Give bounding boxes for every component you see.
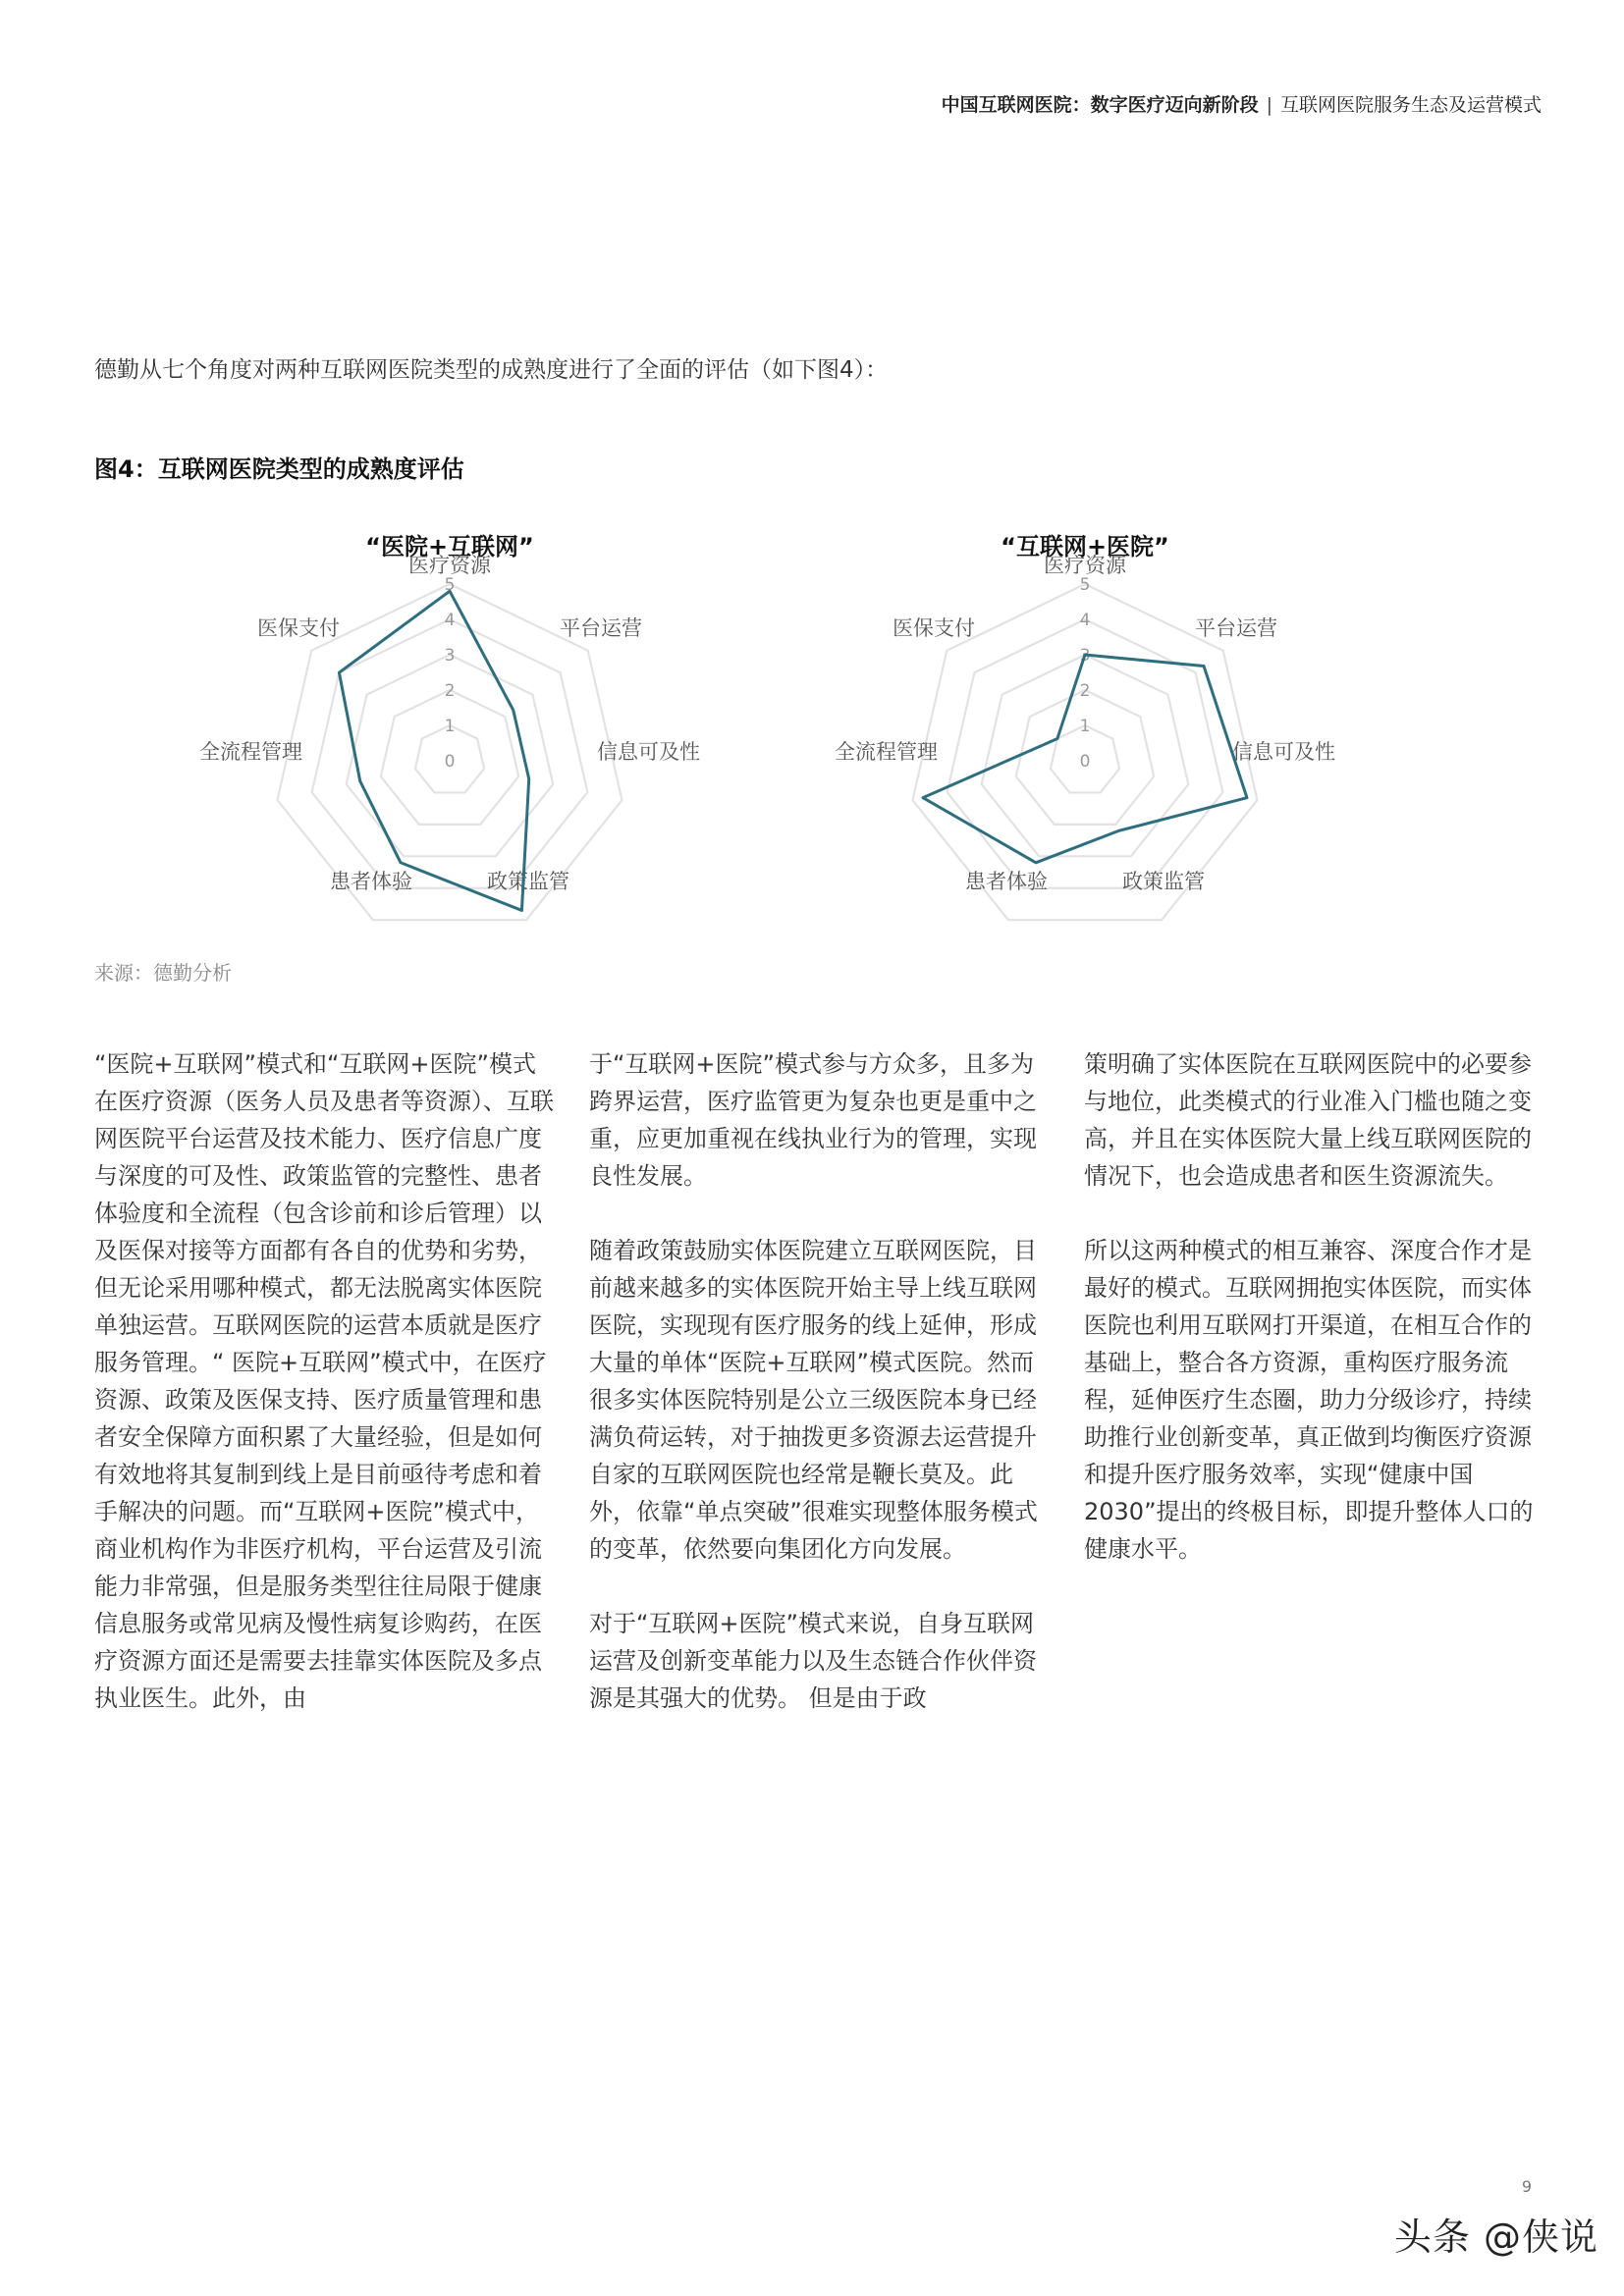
axis-label: 平台运营 <box>1195 616 1277 640</box>
radar-chart-hospital-plus-internet <box>175 525 725 937</box>
watermark: 头条 @侠说 <box>1393 2216 1598 2259</box>
axis-label: 医疗资源 <box>408 554 491 577</box>
text-column-3 <box>1084 1045 1545 1605</box>
tick-label: 2 <box>444 681 456 701</box>
tick-label: 5 <box>444 575 456 595</box>
paragraph: 所以这两种模式的相互兼容、深度合作才是最好的模式。互联网拥抱实体医院，而实体医院也利用互联网打开渠道，在相互合作的基础上，整合各方资源，重构医疗服务流程，延伸医疗生态圈，助力分级诊疗，持续助推行业创新变革，真正做到均衡医疗资源和提升医疗服务效率，实现“健康中国2030”提出的终极目标，即提升整体人口的健康水平。 <box>1084 1237 1534 1563</box>
paragraph: 于“互联网+医院”模式参与方众多，且多为跨界运营，医疗监管更为复杂也更是重中之重，应更加重视在线执业行为的管理，实现良性发展。 <box>589 1050 1037 1190</box>
axis-label: 医疗资源 <box>1044 554 1126 577</box>
tick-label: 0 <box>444 752 456 772</box>
axis-label: 全流程管理 <box>199 740 302 764</box>
tick-label: 4 <box>1079 611 1091 630</box>
radar-chart-internet-plus-hospital <box>810 525 1360 937</box>
tick-label: 2 <box>1079 681 1091 701</box>
axis-label: 政策监管 <box>1122 870 1205 893</box>
tick-label: 5 <box>1079 575 1091 595</box>
text-column-2 <box>589 1045 1051 1754</box>
tick-label: 3 <box>444 646 456 666</box>
axis-label: 信息可及性 <box>1232 740 1335 764</box>
tick-label: 4 <box>444 611 456 630</box>
header-title: 中国互联网医院：数字医疗迈向新阶段 <box>941 94 1259 116</box>
axis-label: 全流程管理 <box>835 740 938 764</box>
axis-label: 平台运营 <box>560 616 642 640</box>
text-column-1 <box>94 1045 556 1754</box>
paragraph: 策明确了实体医院在互联网医院中的必要参与地位，此类模式的行业准入门槛也随之变高，并且在实体医院大量上线互联网医院的情况下，也会造成患者和医生资源流失。 <box>1084 1050 1532 1190</box>
header-subtitle: 互联网医院服务生态及运营模式 <box>1279 94 1542 116</box>
running-header <box>942 90 1542 117</box>
tick-label: 3 <box>1079 646 1091 666</box>
intro-text: 德勤从七个角度对两种互联网医院类型的成熟度进行了全面的评估（如下图4）： <box>94 357 889 383</box>
figure-source: 来源：德勤分析 <box>94 961 232 985</box>
paragraph: 对于“互联网+医院”模式来说，自身互联网运营及创新变革能力以及生态链合作伙伴资源是其强大的优势。 但是由于政 <box>589 1610 1037 1712</box>
paragraph: “医院+互联网”模式和“互联网+医院”模式在医疗资源（医务人员及患者等资源）、互联网医院平台运营及技术能力、医疗信息广度与深度的可及性、政策监管的完整性、患者体验度和全流程（包含诊前和诊后管理）以及医保对接等方面都有各自的优势和劣势，但无论采用哪种模式，都无法脱离实体医院单独运营。互联网医院的运营本质就是医疗服务管理。“ 医院+互联网”模式中，在医疗资源、政策及医保支持、医疗质量管理和患者安全保障方面积累了大量经验，但是如何有效地将其复制到线上是目前亟待考虑和着手解决的问题。而“互联网+医院”模式中，商业机构作为非医疗机构，平台运营及引流能力非常强，但是服务类型往往局限于健康信息服务或常见病及慢性病复诊购药，在医疗资源方面还是需要去挂靠实体医院及多点执业医生。此外，由 <box>94 1050 554 1712</box>
radar-chart-svg <box>810 525 1360 937</box>
header-separator: | <box>1266 94 1272 116</box>
radar-chart-svg <box>175 525 725 937</box>
tick-label: 0 <box>1079 752 1091 772</box>
chart-title: “互联网+医院” <box>1001 533 1169 561</box>
figure-title: 图4：互联网医院类型的成熟度评估 <box>94 455 464 483</box>
axis-label: 医保支付 <box>257 616 340 640</box>
axis-label: 患者体验 <box>965 870 1048 893</box>
axis-label: 信息可及性 <box>597 740 700 764</box>
axis-label: 政策监管 <box>487 870 569 893</box>
page-number: 9 <box>1521 2177 1532 2196</box>
chart-title: “医院+互联网” <box>365 533 534 561</box>
paragraph: 随着政策鼓励实体医院建立互联网医院，目前越来越多的实体医院开始主导上线互联网医院，实现现有医疗服务的线上延伸，形成大量的单体“医院+互联网”模式医院。然而很多实体医院特别是公立三级医院本身已经满负荷运转，对于抽拨更多资源去运营提升自家的互联网医院也经常是鞭长莫及。此外，依靠“单点突破”很难实现整体服务模式的变革，依然要向集团化方向发展。 <box>589 1237 1038 1563</box>
axis-label: 医保支付 <box>893 616 975 640</box>
tick-label: 1 <box>444 717 456 736</box>
axis-label: 患者体验 <box>330 870 412 893</box>
tick-label: 1 <box>1079 717 1091 736</box>
